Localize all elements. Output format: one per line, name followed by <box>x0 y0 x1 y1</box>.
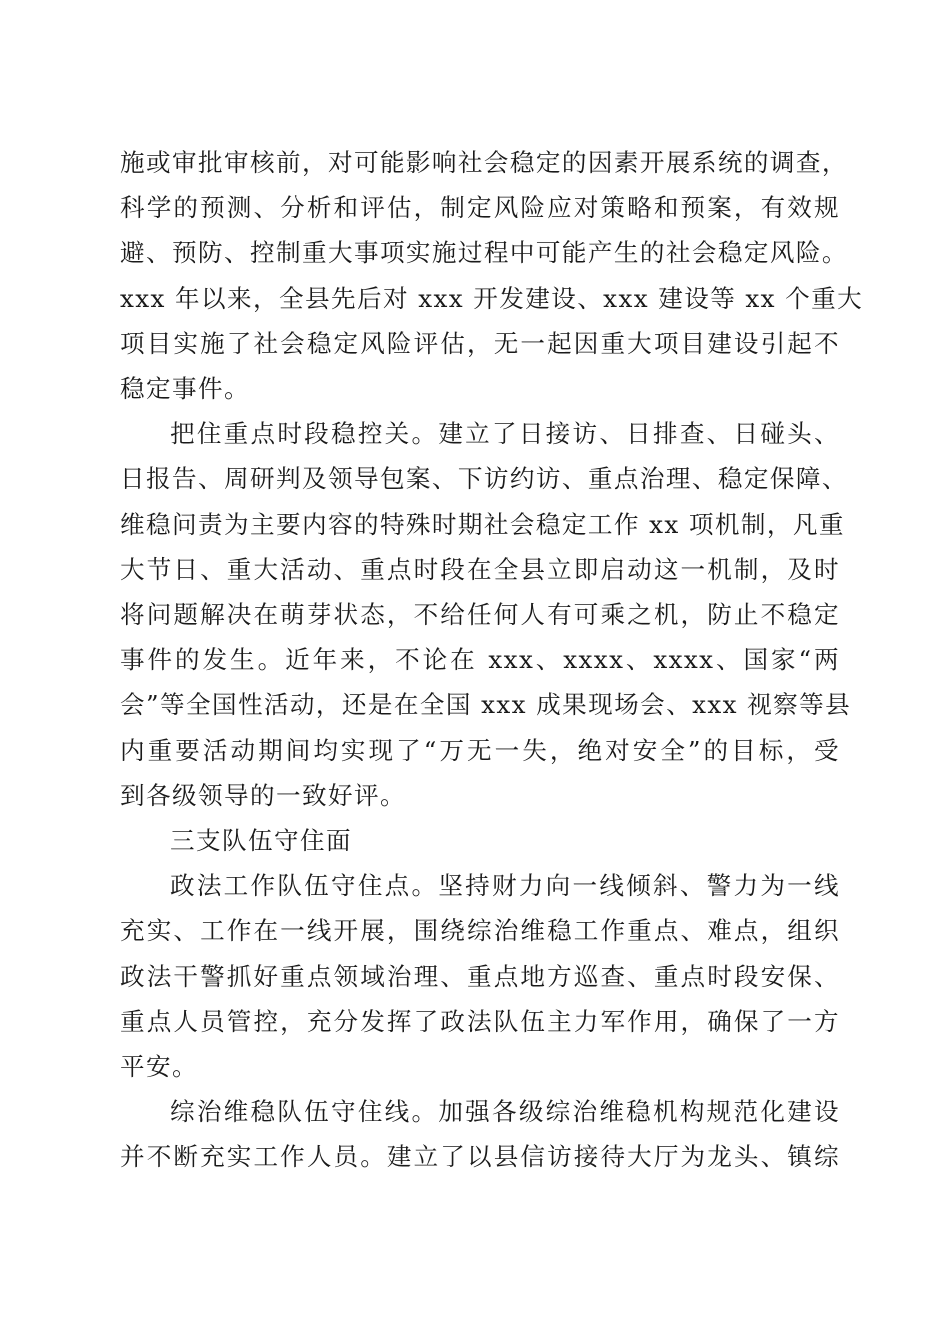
document-body <box>120 140 864 1180</box>
text-line: 会”等全国性活动，还是在全国 xxx 成果现场会、xxx 视察等县 <box>120 690 852 720</box>
paragraph-political-legal-team <box>120 863 840 1089</box>
text-line: 内重要活动期间均实现了“万无一失，绝对安全”的目标，受 <box>120 735 840 765</box>
text-line: 维稳问责为主要内容的特殊时期社会稳定工作 xx 项机制，凡重 <box>120 509 845 539</box>
text-line: 施或审批审核前，对可能影响社会稳定的因素开展系统的调查， <box>120 148 848 177</box>
text-line: 科学的预测、分析和评估，制定风险应对策略和预案，有效规 <box>120 193 840 223</box>
text-line: 事件的发生。近年来，不论在 xxx、xxxx、xxxx、国家“两 <box>120 645 840 675</box>
paragraph-stability-team <box>120 1089 840 1179</box>
text-line: xxx 年以来，全县先后对 xxx 开发建设、xxx 建设等 xx 个重大 <box>120 283 864 313</box>
text-line: 项目实施了社会稳定风险评估，无一起因重大项目建设引起不 <box>120 328 840 358</box>
text-line: 把住重点时段稳控关。建立了日接访、日排查、日碰头、 <box>170 419 840 449</box>
text-line: 将问题解决在萌芽状态，不给任何人有可乘之机，防止不稳定 <box>120 600 840 630</box>
section-heading <box>120 818 840 863</box>
text-line: 避、预防、控制重大事项实施过程中可能产生的社会稳定风险。 <box>120 238 848 268</box>
text-line: 大节日、重大活动、重点时段在全县立即启动这一机制，及时 <box>120 554 840 584</box>
paragraph-risk-assessment <box>120 140 864 411</box>
text-line: 综治维稳队伍守住线。加强各级综治维稳机构规范化建设 <box>170 1097 840 1127</box>
text-line: 充实、工作在一线开展，围绕综治维稳工作重点、难点，组织 <box>120 916 840 946</box>
text-line: 并不断充实工作人员。建立了以县信访接待大厅为龙头、镇综 <box>120 1142 840 1172</box>
text-line: 重点人员管控，充分发挥了政法队伍主力军作用，确保了一方 <box>120 1006 840 1036</box>
text-line: 政法工作队伍守住点。坚持财力向一线倾斜、警力为一线 <box>170 871 840 901</box>
text-line: 到各级领导的一致好评。 <box>120 780 406 810</box>
heading-text: 三支队伍守住面 <box>170 826 352 856</box>
text-line: 政法干警抓好重点领域治理、重点地方巡查、重点时段安保、 <box>120 961 840 991</box>
text-line: 平安。 <box>120 1052 198 1082</box>
text-line: 日报告、周研判及领导包案、下访约访、重点治理、稳定保障、 <box>120 464 848 494</box>
text-line: 稳定事件。 <box>120 374 250 404</box>
paragraph-key-periods <box>120 411 852 818</box>
